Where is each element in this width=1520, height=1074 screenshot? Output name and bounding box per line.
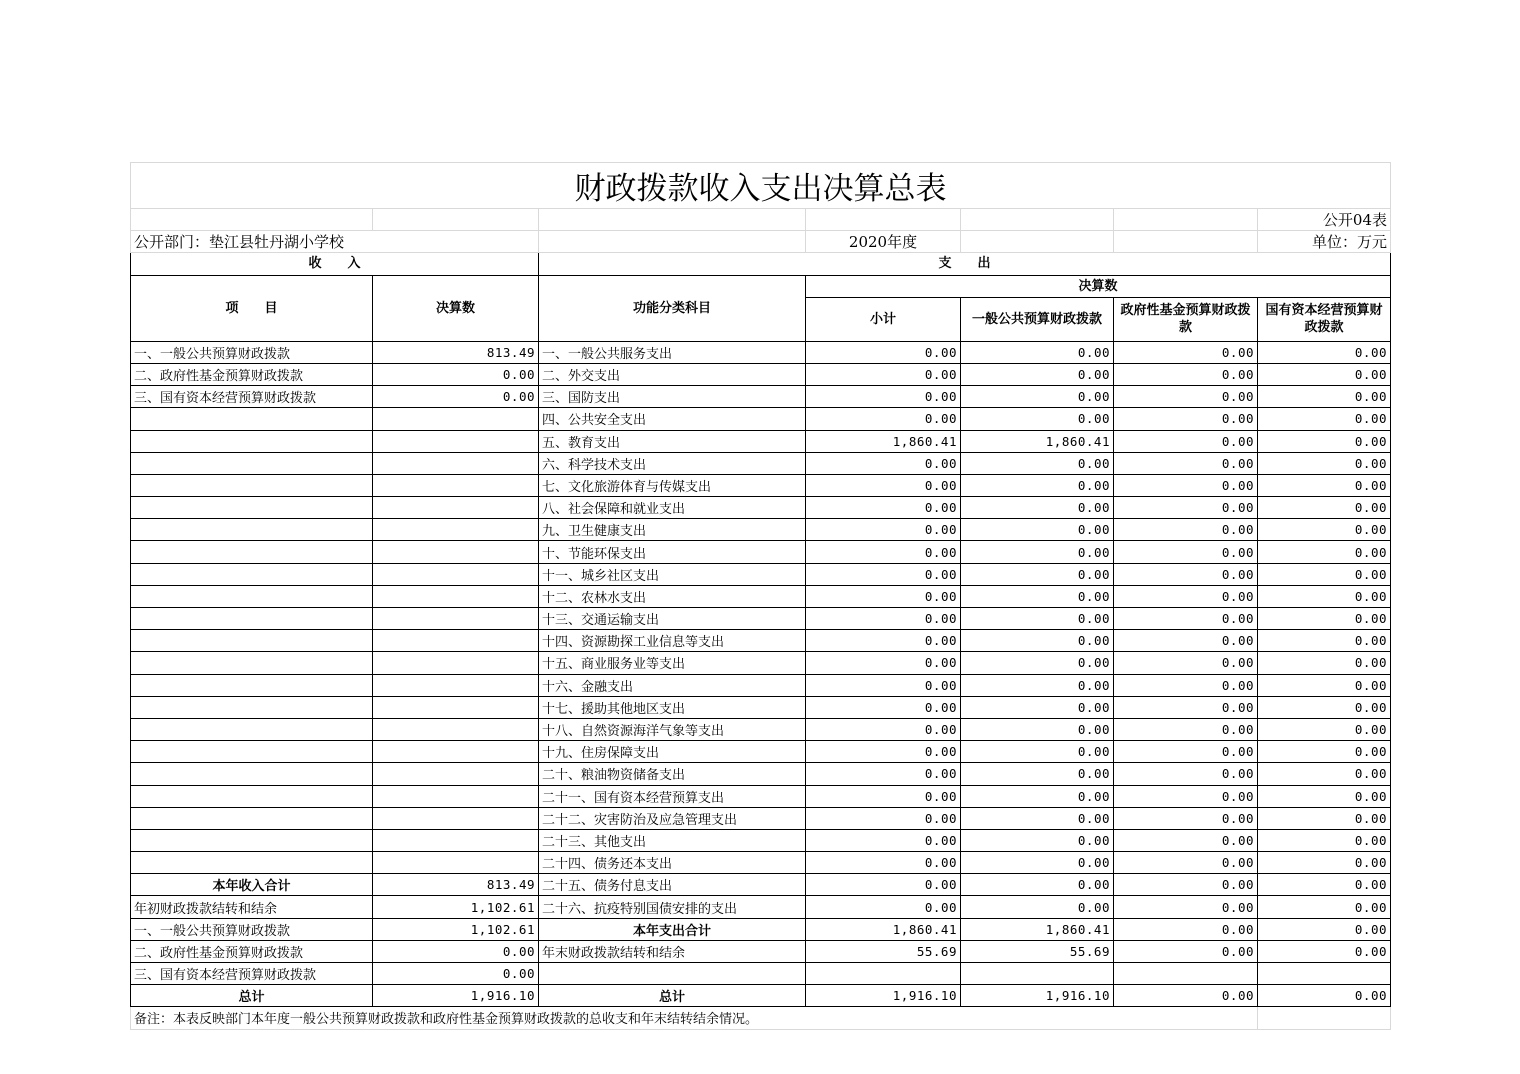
income-item: 总计 [131, 985, 373, 1007]
expense-state-capital: 0.00 [1258, 386, 1391, 408]
income-amount [373, 497, 539, 519]
expense-subtotal: 1,860.41 [806, 430, 961, 452]
item-header: 项 目 [131, 275, 373, 341]
income-amount [373, 674, 539, 696]
income-amount [373, 608, 539, 630]
table-row [131, 563, 1391, 585]
expense-gov-fund: 0.00 [1114, 630, 1258, 652]
expense-subtotal: 0.00 [806, 363, 961, 385]
expense-subtotal: 0.00 [806, 452, 961, 474]
income-item [131, 741, 373, 763]
expense-state-capital: 0.00 [1258, 585, 1391, 607]
income-item [131, 563, 373, 585]
expense-gov-fund: 0.00 [1114, 807, 1258, 829]
expense-state-capital: 0.00 [1258, 674, 1391, 696]
table-row [131, 829, 1391, 851]
table-row [131, 497, 1391, 519]
expense-item: 九、卫生健康支出 [539, 519, 806, 541]
expense-item [539, 963, 806, 985]
table-row [131, 918, 1391, 940]
expense-general-budget: 0.00 [961, 408, 1114, 430]
income-item [131, 585, 373, 607]
income-amount [373, 741, 539, 763]
table-row [131, 874, 1391, 896]
meta-row [131, 231, 1391, 253]
expense-general-budget: 0.00 [961, 386, 1114, 408]
income-amount [373, 718, 539, 740]
income-item: 三、国有资本经营预算财政拨款 [131, 386, 373, 408]
expense-state-capital: 0.00 [1258, 918, 1391, 940]
expense-subtotal: 0.00 [806, 585, 961, 607]
expense-subtotal: 0.00 [806, 652, 961, 674]
income-item [131, 829, 373, 851]
expense-state-capital: 0.00 [1258, 807, 1391, 829]
table-row [131, 585, 1391, 607]
income-item [131, 696, 373, 718]
expense-item: 七、文化旅游体育与传媒支出 [539, 474, 806, 496]
table-row [131, 896, 1391, 918]
expense-general-budget: 1,860.41 [961, 918, 1114, 940]
general-budget-header: 一般公共预算财政拨款 [961, 297, 1114, 341]
expense-item: 十九、住房保障支出 [539, 741, 806, 763]
expense-item: 十三、交通运输支出 [539, 608, 806, 630]
income-amount [373, 852, 539, 874]
expense-general-budget: 0.00 [961, 674, 1114, 696]
expense-state-capital [1258, 963, 1391, 985]
expense-gov-fund: 0.00 [1114, 741, 1258, 763]
income-amount: 0.00 [373, 963, 539, 985]
income-item [131, 718, 373, 740]
income-amount [373, 585, 539, 607]
income-amount [373, 696, 539, 718]
expense-general-budget: 0.00 [961, 741, 1114, 763]
income-item: 本年收入合计 [131, 874, 373, 896]
expense-item: 二十三、其他支出 [539, 829, 806, 851]
income-amount: 0.00 [373, 363, 539, 385]
table-row [131, 363, 1391, 385]
income-amount [373, 630, 539, 652]
table-row [131, 652, 1391, 674]
note: 备注：本表反映部门本年度一般公共预算财政拨款和政府性基金预算财政拨款的总收支和年末结转结余情况。 [131, 1007, 1258, 1029]
expense-item: 十四、资源勘探工业信息等支出 [539, 630, 806, 652]
table-row [131, 985, 1391, 1007]
expense-state-capital: 0.00 [1258, 408, 1391, 430]
expense-item: 四、公共安全支出 [539, 408, 806, 430]
expense-gov-fund: 0.00 [1114, 386, 1258, 408]
expense-general-budget: 0.00 [961, 807, 1114, 829]
expense-item: 十一、城乡社区支出 [539, 563, 806, 585]
expense-general-budget: 0.00 [961, 874, 1114, 896]
expense-state-capital: 0.00 [1258, 985, 1391, 1007]
income-item [131, 474, 373, 496]
column-header-row-1 [131, 275, 1391, 297]
expense-item: 二十六、抗疫特别国债安排的支出 [539, 896, 806, 918]
expense-gov-fund [1114, 963, 1258, 985]
expense-item: 本年支出合计 [539, 918, 806, 940]
expense-subtotal: 55.69 [806, 940, 961, 962]
expense-general-budget: 55.69 [961, 940, 1114, 962]
department-label: 公开部门：垫江县牡丹湖小学校 [131, 231, 539, 253]
income-amount [373, 763, 539, 785]
income-item [131, 519, 373, 541]
table-row [131, 674, 1391, 696]
expense-gov-fund: 0.00 [1114, 852, 1258, 874]
expense-subtotal: 0.00 [806, 497, 961, 519]
income-item [131, 497, 373, 519]
income-item [131, 630, 373, 652]
expense-subtotal: 1,860.41 [806, 918, 961, 940]
income-amount [373, 452, 539, 474]
expense-item: 十二、农林水支出 [539, 585, 806, 607]
expense-subtotal: 0.00 [806, 874, 961, 896]
expense-general-budget: 0.00 [961, 474, 1114, 496]
income-header: 收 入 [131, 253, 539, 275]
expense-general-budget: 0.00 [961, 541, 1114, 563]
expense-state-capital: 0.00 [1258, 363, 1391, 385]
expense-item: 年末财政拨款结转和结余 [539, 940, 806, 962]
income-amount [373, 829, 539, 851]
expense-general-budget: 0.00 [961, 718, 1114, 740]
state-capital-header: 国有资本经营预算财政拨款 [1258, 297, 1391, 341]
income-amount: 813.49 [373, 874, 539, 896]
income-amount [373, 807, 539, 829]
income-amount: 1,916.10 [373, 985, 539, 1007]
expense-subtotal: 0.00 [806, 829, 961, 851]
income-amount: 1,102.61 [373, 918, 539, 940]
income-item [131, 452, 373, 474]
expense-general-budget: 0.00 [961, 341, 1114, 363]
table-row [131, 541, 1391, 563]
expense-state-capital: 0.00 [1258, 896, 1391, 918]
expense-gov-fund: 0.00 [1114, 652, 1258, 674]
income-item [131, 430, 373, 452]
expense-state-capital: 0.00 [1258, 541, 1391, 563]
expense-general-budget: 0.00 [961, 829, 1114, 851]
income-amount [373, 474, 539, 496]
expense-subtotal: 0.00 [806, 519, 961, 541]
income-amount [373, 563, 539, 585]
expense-item: 二十五、债务付息支出 [539, 874, 806, 896]
expense-item: 十八、自然资源海洋气象等支出 [539, 718, 806, 740]
expense-gov-fund: 0.00 [1114, 896, 1258, 918]
expense-gov-fund: 0.00 [1114, 674, 1258, 696]
expense-item: 二十一、国有资本经营预算支出 [539, 785, 806, 807]
expense-state-capital: 0.00 [1258, 430, 1391, 452]
expense-subtotal: 0.00 [806, 718, 961, 740]
year-label: 2020年度 [806, 231, 961, 253]
expense-state-capital: 0.00 [1258, 741, 1391, 763]
table-row [131, 741, 1391, 763]
table-row [131, 785, 1391, 807]
table-row [131, 807, 1391, 829]
expense-gov-fund: 0.00 [1114, 452, 1258, 474]
expense-subtotal: 0.00 [806, 896, 961, 918]
expense-item: 十六、金融支出 [539, 674, 806, 696]
section-header-row [131, 253, 1391, 275]
table-row [131, 963, 1391, 985]
expense-gov-fund: 0.00 [1114, 430, 1258, 452]
expense-general-budget: 0.00 [961, 630, 1114, 652]
table-row [131, 430, 1391, 452]
expense-gov-fund: 0.00 [1114, 341, 1258, 363]
expense-item: 二十四、债务还本支出 [539, 852, 806, 874]
expense-gov-fund: 0.00 [1114, 585, 1258, 607]
expense-subtotal: 1,916.10 [806, 985, 961, 1007]
table-row [131, 519, 1391, 541]
table-row [131, 452, 1391, 474]
expense-general-budget: 1,916.10 [961, 985, 1114, 1007]
expense-item: 一、一般公共服务支出 [539, 341, 806, 363]
expense-gov-fund: 0.00 [1114, 497, 1258, 519]
income-amount [373, 541, 539, 563]
income-item: 三、国有资本经营预算财政拨款 [131, 963, 373, 985]
table-row [131, 386, 1391, 408]
expense-gov-fund: 0.00 [1114, 874, 1258, 896]
expense-subtotal: 0.00 [806, 608, 961, 630]
form-number: 公开04表 [1258, 209, 1391, 231]
expense-subtotal [806, 963, 961, 985]
expense-state-capital: 0.00 [1258, 630, 1391, 652]
expense-state-capital: 0.00 [1258, 785, 1391, 807]
subtotal-header: 小计 [806, 297, 961, 341]
income-amount: 0.00 [373, 940, 539, 962]
expense-gov-fund: 0.00 [1114, 363, 1258, 385]
table-row [131, 763, 1391, 785]
expense-subtotal: 0.00 [806, 541, 961, 563]
expense-subtotal: 0.00 [806, 852, 961, 874]
expense-general-budget: 0.00 [961, 608, 1114, 630]
expense-general-budget: 0.00 [961, 563, 1114, 585]
expense-subtotal: 0.00 [806, 674, 961, 696]
income-amount [373, 785, 539, 807]
expense-subtotal: 0.00 [806, 785, 961, 807]
expense-subtotal: 0.00 [806, 474, 961, 496]
expense-item: 二十二、灾害防治及应急管理支出 [539, 807, 806, 829]
expense-state-capital: 0.00 [1258, 852, 1391, 874]
expense-subtotal: 0.00 [806, 386, 961, 408]
expense-gov-fund: 0.00 [1114, 696, 1258, 718]
table-row [131, 718, 1391, 740]
expense-gov-fund: 0.00 [1114, 985, 1258, 1007]
expense-item: 五、教育支出 [539, 430, 806, 452]
expense-gov-fund: 0.00 [1114, 940, 1258, 962]
expense-general-budget: 1,860.41 [961, 430, 1114, 452]
expense-item: 三、国防支出 [539, 386, 806, 408]
expense-gov-fund: 0.00 [1114, 608, 1258, 630]
income-item [131, 674, 373, 696]
function-class-header: 功能分类科目 [539, 275, 806, 341]
income-amount [373, 430, 539, 452]
expense-item: 十五、商业服务业等支出 [539, 652, 806, 674]
expense-subtotal: 0.00 [806, 696, 961, 718]
expense-state-capital: 0.00 [1258, 474, 1391, 496]
expense-item: 八、社会保障和就业支出 [539, 497, 806, 519]
expense-state-capital: 0.00 [1258, 452, 1391, 474]
expense-subtotal: 0.00 [806, 807, 961, 829]
expense-subtotal: 0.00 [806, 408, 961, 430]
gov-fund-header: 政府性基金预算财政拨款 [1114, 297, 1258, 341]
expense-gov-fund: 0.00 [1114, 541, 1258, 563]
expense-general-budget: 0.00 [961, 519, 1114, 541]
expense-general-budget: 0.00 [961, 785, 1114, 807]
expense-item: 十七、援助其他地区支出 [539, 696, 806, 718]
expense-state-capital: 0.00 [1258, 763, 1391, 785]
expense-state-capital: 0.00 [1258, 940, 1391, 962]
expense-subtotal: 0.00 [806, 341, 961, 363]
expense-gov-fund: 0.00 [1114, 718, 1258, 740]
table-row [131, 608, 1391, 630]
income-amount [373, 652, 539, 674]
income-amount: 0.00 [373, 386, 539, 408]
expense-item: 六、科学技术支出 [539, 452, 806, 474]
income-amount [373, 408, 539, 430]
expense-state-capital: 0.00 [1258, 652, 1391, 674]
expense-gov-fund: 0.00 [1114, 563, 1258, 585]
expense-subtotal: 0.00 [806, 630, 961, 652]
amount-header: 决算数 [373, 275, 539, 341]
income-item [131, 652, 373, 674]
income-amount [373, 519, 539, 541]
income-item: 一、一般公共预算财政拨款 [131, 918, 373, 940]
income-amount: 813.49 [373, 341, 539, 363]
expense-gov-fund: 0.00 [1114, 763, 1258, 785]
expense-state-capital: 0.00 [1258, 696, 1391, 718]
expense-state-capital: 0.00 [1258, 519, 1391, 541]
expense-subtotal: 0.00 [806, 763, 961, 785]
table-row [131, 341, 1391, 363]
report-sheet [130, 162, 1390, 1030]
income-item: 年初财政拨款结转和结余 [131, 896, 373, 918]
expense-general-budget: 0.00 [961, 763, 1114, 785]
expense-state-capital: 0.00 [1258, 829, 1391, 851]
unit-label: 单位：万元 [1258, 231, 1391, 253]
expense-general-budget: 0.00 [961, 452, 1114, 474]
settlement-header: 决算数 [806, 275, 1391, 297]
table-row [131, 408, 1391, 430]
expense-state-capital: 0.00 [1258, 608, 1391, 630]
expense-general-budget [961, 963, 1114, 985]
expense-gov-fund: 0.00 [1114, 519, 1258, 541]
report-table [130, 162, 1391, 1030]
income-amount: 1,102.61 [373, 896, 539, 918]
expense-state-capital: 0.00 [1258, 874, 1391, 896]
expense-state-capital: 0.00 [1258, 497, 1391, 519]
expense-item: 十、节能环保支出 [539, 541, 806, 563]
income-item [131, 785, 373, 807]
expense-general-budget: 0.00 [961, 852, 1114, 874]
expense-general-budget: 0.00 [961, 585, 1114, 607]
income-item [131, 807, 373, 829]
expense-general-budget: 0.00 [961, 696, 1114, 718]
expense-gov-fund: 0.00 [1114, 408, 1258, 430]
expense-gov-fund: 0.00 [1114, 829, 1258, 851]
expense-gov-fund: 0.00 [1114, 918, 1258, 940]
income-item [131, 852, 373, 874]
table-row [131, 696, 1391, 718]
report-title: 财政拨款收入支出决算总表 [131, 163, 1391, 209]
expense-state-capital: 0.00 [1258, 718, 1391, 740]
table-row [131, 630, 1391, 652]
table-row [131, 940, 1391, 962]
expense-general-budget: 0.00 [961, 652, 1114, 674]
expense-general-budget: 0.00 [961, 896, 1114, 918]
expense-header: 支 出 [539, 253, 1391, 275]
income-item [131, 541, 373, 563]
expense-item: 总计 [539, 985, 806, 1007]
income-item: 二、政府性基金预算财政拨款 [131, 363, 373, 385]
expense-general-budget: 0.00 [961, 497, 1114, 519]
income-item [131, 408, 373, 430]
form-no-row [131, 209, 1391, 231]
expense-subtotal: 0.00 [806, 563, 961, 585]
table-row [131, 852, 1391, 874]
expense-item: 二十、粮油物资储备支出 [539, 763, 806, 785]
expense-gov-fund: 0.00 [1114, 474, 1258, 496]
expense-state-capital: 0.00 [1258, 563, 1391, 585]
note-row [131, 1007, 1391, 1029]
expense-subtotal: 0.00 [806, 741, 961, 763]
income-item: 一、一般公共预算财政拨款 [131, 341, 373, 363]
income-item [131, 763, 373, 785]
table-row [131, 474, 1391, 496]
income-item [131, 608, 373, 630]
income-item: 二、政府性基金预算财政拨款 [131, 940, 373, 962]
expense-state-capital: 0.00 [1258, 341, 1391, 363]
expense-gov-fund: 0.00 [1114, 785, 1258, 807]
title-row [131, 163, 1391, 209]
expense-item: 二、外交支出 [539, 363, 806, 385]
expense-general-budget: 0.00 [961, 363, 1114, 385]
